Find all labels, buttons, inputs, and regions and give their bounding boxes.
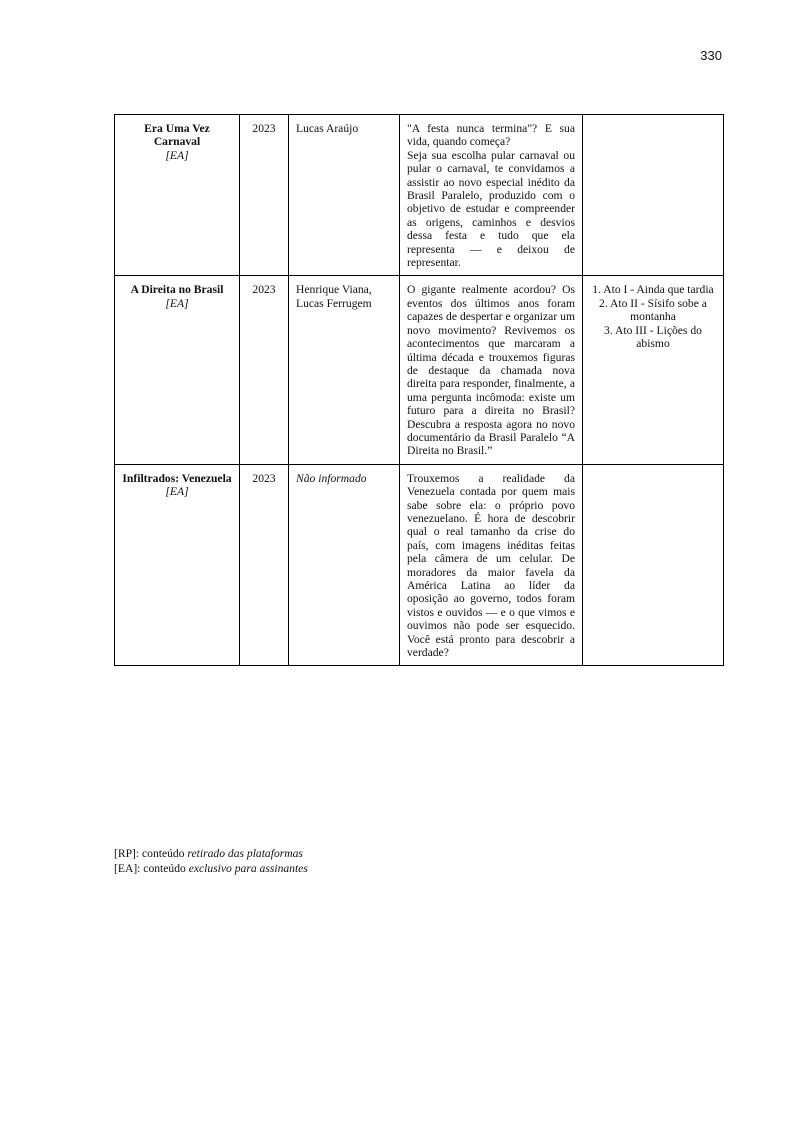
director-cell: Henrique Viana, Lucas Ferrugem xyxy=(289,276,400,464)
access-tag: [EA] xyxy=(165,485,189,499)
episode-list xyxy=(590,283,716,350)
legend-ea xyxy=(114,861,308,876)
title-cell xyxy=(115,464,240,666)
synopsis-cell xyxy=(400,115,583,276)
episode-item: 1. Ato I - Ainda que tardia xyxy=(592,283,714,297)
legend xyxy=(114,846,308,876)
legend-rp-text: retirado das plataformas xyxy=(187,847,303,860)
table-row xyxy=(115,464,724,666)
synopsis-paragraph: O gigante realmente acordou? Os eventos dos últimos anos foram capazes de despertar e organizar um novo movimento? Revivemos os acontecimentos que marcaram a última década e trouxemos figuras de destaque da chamada nova direita para responder, finalmente, a uma pergunta incômoda: existe um futuro para a direita no Brasil? Descubra a resposta agora no novo documentário da Brasil Paralelo “A Direita no Brasil.” xyxy=(407,283,575,458)
legend-rp-code: [RP]: conteúdo xyxy=(114,847,188,860)
access-tag: [EA] xyxy=(165,296,189,310)
episodes-cell xyxy=(583,464,724,666)
year-cell: 2023 xyxy=(240,464,289,666)
synopsis-paragraph: "A festa nunca termina"? E sua vida, quando começa? xyxy=(407,122,575,149)
director-cell: Não informado xyxy=(289,464,400,666)
table-row xyxy=(115,115,724,276)
year-cell: 2023 xyxy=(240,276,289,464)
episode-item: 2. Ato II - Sísifo sobe a montanha xyxy=(599,296,707,324)
director-cell: Lucas Araújo xyxy=(289,115,400,276)
episodes-cell xyxy=(583,115,724,276)
episode-item: 3. Ato III - Lições do abismo xyxy=(604,323,702,351)
content-table xyxy=(114,114,724,666)
episodes-cell xyxy=(583,276,724,464)
legend-ea-text: exclusivo para assinantes xyxy=(188,862,308,875)
synopsis-cell xyxy=(400,276,583,464)
production-title: Infiltrados: Venezuela xyxy=(122,471,232,485)
production-title: Era Uma Vez Carnaval xyxy=(144,122,210,149)
access-tag: [EA] xyxy=(165,148,189,162)
table-row xyxy=(115,276,724,464)
production-title: A Direita no Brasil xyxy=(130,283,224,297)
title-cell xyxy=(115,276,240,464)
year-cell: 2023 xyxy=(240,115,289,276)
legend-ea-code: [EA]: conteúdo xyxy=(114,862,189,875)
synopsis-paragraph: Seja sua escolha pular carnaval ou pular o carnaval, te convidamos a assistir ao novo especial inédito da Brasil Paralelo, produzido com o objetivo de estudar e compreender as origens, caminhos e desvios dessa festa e tudo que ela representa — e deixou de representar. xyxy=(407,148,575,270)
title-cell xyxy=(115,115,240,276)
page-number: 330 xyxy=(700,48,722,63)
legend-rp xyxy=(114,846,308,861)
synopsis-cell xyxy=(400,464,583,666)
synopsis-paragraph: Trouxemos a realidade da Venezuela contada por quem mais sabe sobre ela: o próprio povo venezuelano. É hora de descobrir qual o real tamanho da crise do país, com imagens inéditas feitas pela câmera de um celular. De moradores da maior favela da América Latina ao líder da oposição ao governo, todos foram vistos e ouvidos — e o que vimos e ouvimos não pode ser esquecido. Você está pronto para descobrir a verdade? xyxy=(407,471,575,660)
